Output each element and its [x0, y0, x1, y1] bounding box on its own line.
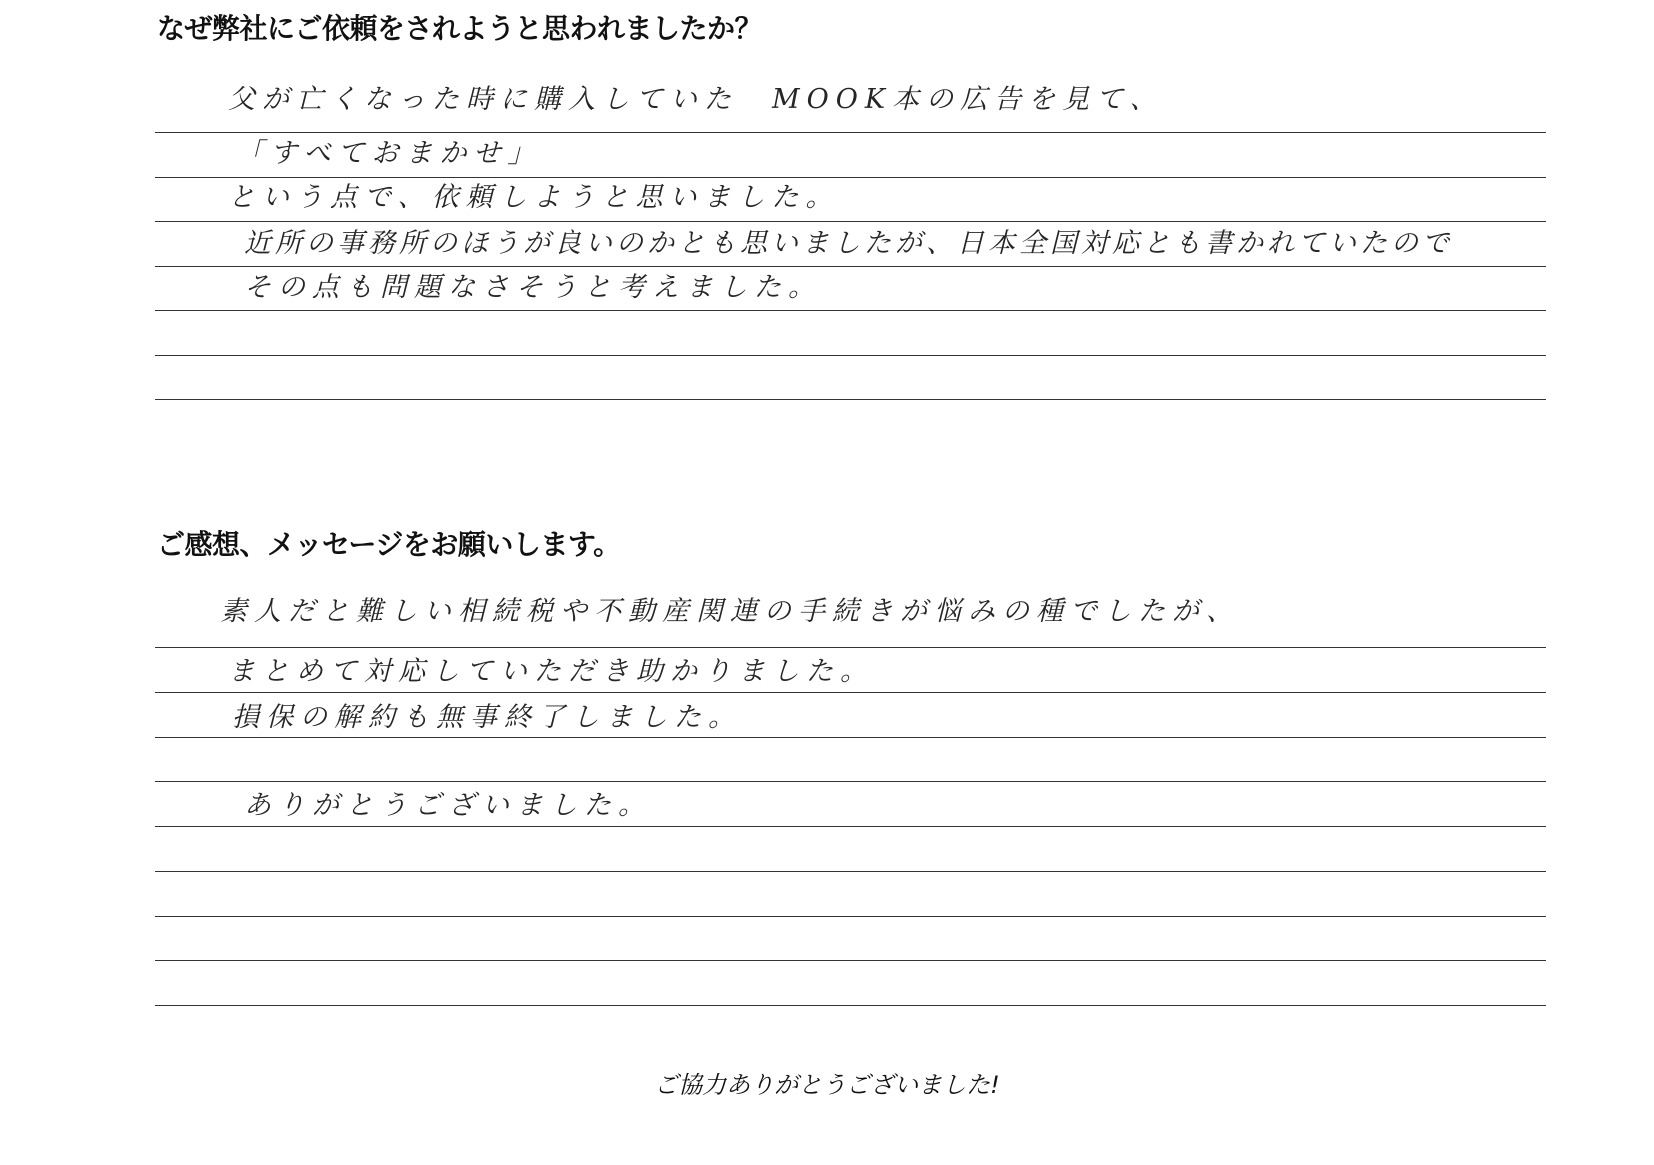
question-2-heading: ご感想、メッセージをお願いします。 [157, 528, 621, 561]
answer-1-line-3: という点で、依頼しようと思いました。 [228, 182, 840, 213]
ruled-line [155, 692, 1546, 693]
question-1-heading: なぜ弊社にご依頼をされようと思われましたか？ [157, 12, 763, 45]
ruled-line [155, 781, 1546, 782]
ruled-line [155, 960, 1546, 961]
closing-thanks: ご協力ありがとうございました! [654, 1071, 1000, 1099]
ruled-line [155, 737, 1546, 738]
ruled-line [155, 1005, 1546, 1006]
answer-2-line-3: 損保の解約も無事終了しました。 [232, 702, 742, 733]
ruled-line [155, 916, 1546, 917]
answer-2-line-2: まとめて対応していただき助かりました。 [228, 656, 874, 687]
answer-1-line-4: 近所の事務所のほうが良いのかとも思いましたが、日本全国対応とも書かれていたので [244, 228, 1453, 259]
ruled-line [155, 871, 1546, 872]
ruled-line [155, 647, 1546, 648]
answer-1-line-2: 「すべておまかせ」 [236, 138, 542, 169]
answer-2-line-4: ありがとうございました。 [244, 790, 652, 821]
answer-1-line-1: 父が亡くなった時に購入していた MOOK本の広告を見て、 [228, 84, 1164, 115]
ruled-line [155, 826, 1546, 827]
answer-1-line-5: その点も問題なさそうと考えました。 [244, 272, 822, 303]
answer-2-line-1: 素人だと難しい相続税や不動産関連の手続きが悩みの種でしたが、 [220, 596, 1240, 627]
answer-2-ruled-area [155, 0, 1546, 1010]
